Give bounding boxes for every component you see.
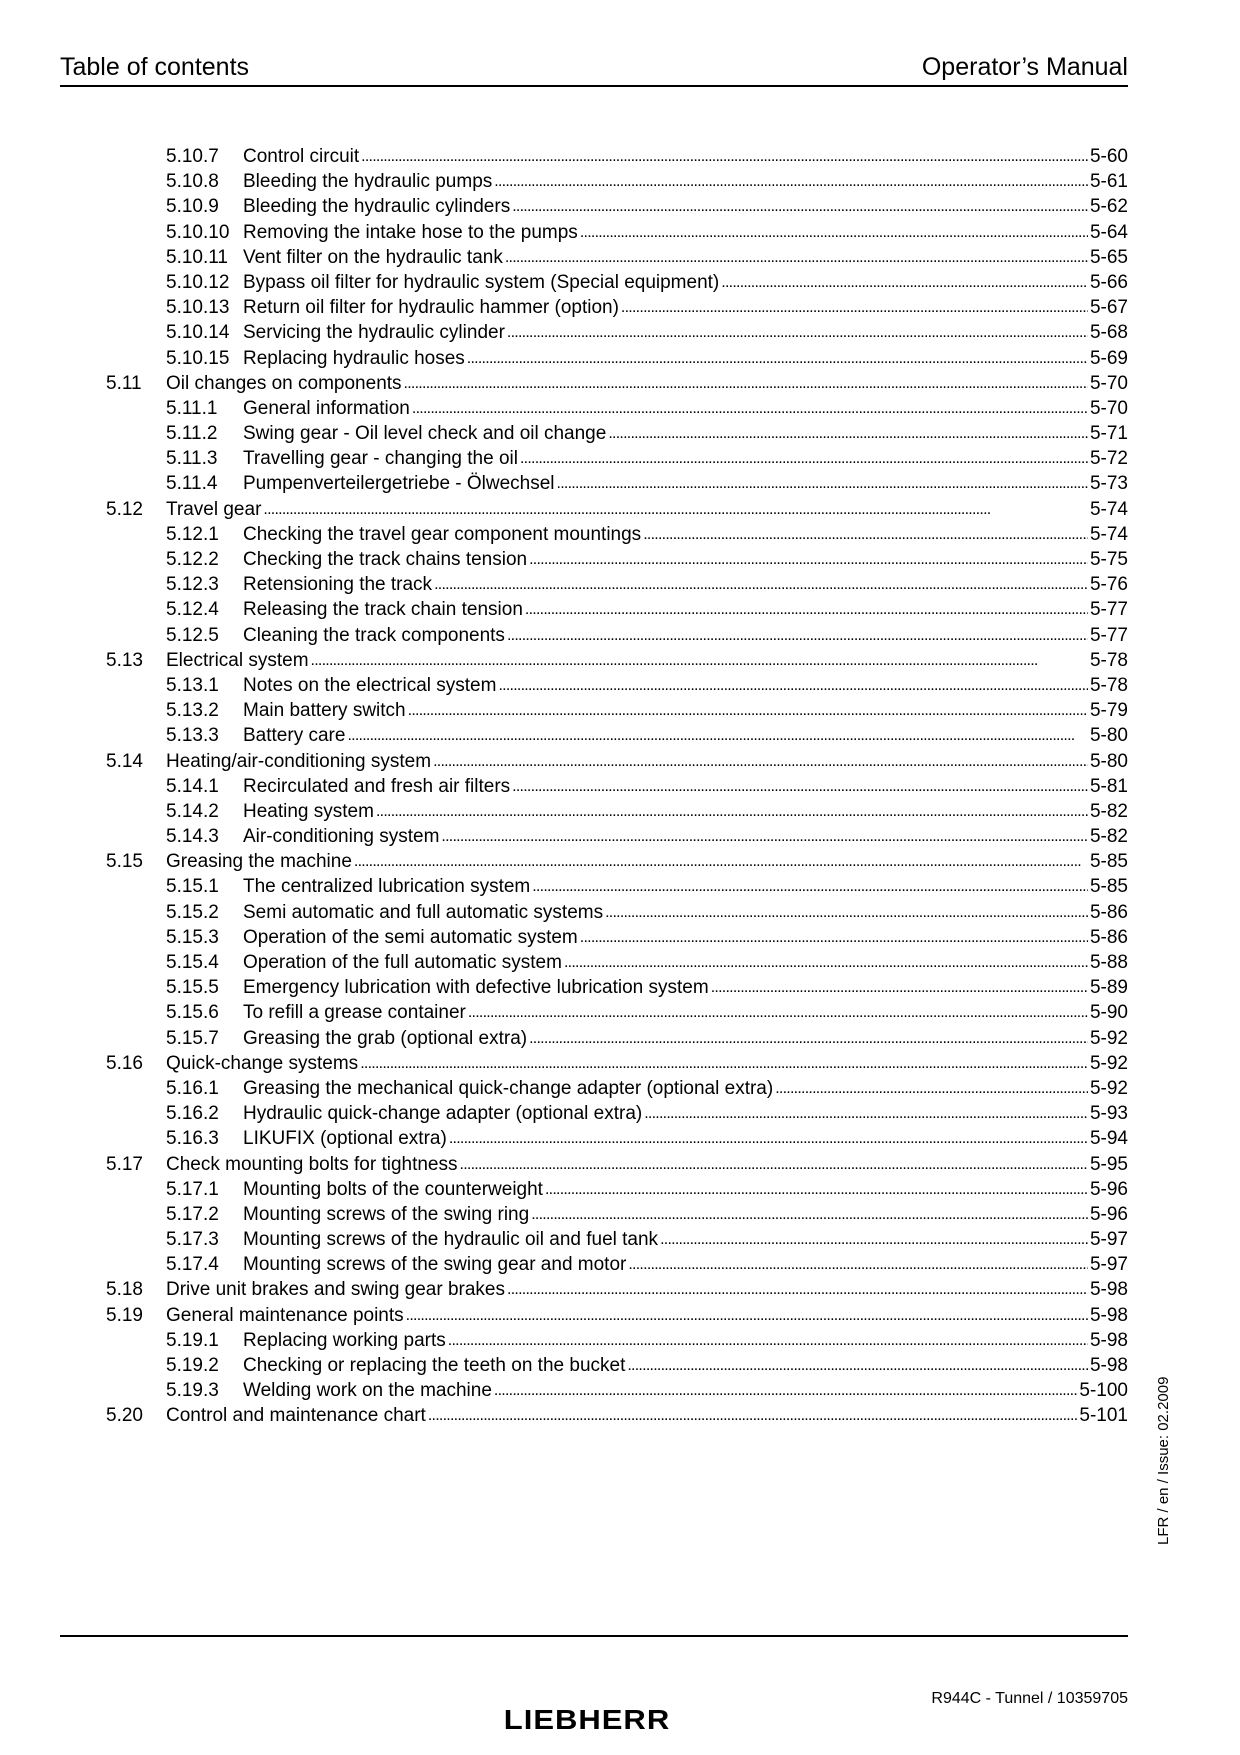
toc-entry-title: Servicing the hydraulic cylinder bbox=[243, 322, 505, 344]
toc-entry-leader bbox=[360, 1050, 1088, 1076]
toc-entry-number: 5.10.11 bbox=[166, 246, 228, 268]
toc-entry-page: 5-77 bbox=[1089, 624, 1128, 646]
toc-entry-number: 5.10.13 bbox=[166, 297, 230, 319]
toc-entry-number: 5.15.1 bbox=[166, 876, 219, 898]
toc-entry-title: Main battery switch bbox=[243, 700, 406, 722]
toc-entry-title: Pumpenverteilergetriebe - Ölwechsel bbox=[243, 473, 555, 495]
toc-entry-number: 5.12.4 bbox=[166, 599, 219, 621]
toc-entry-leader bbox=[408, 697, 1088, 723]
toc-entry-title: Checking the track chains tension bbox=[243, 549, 528, 570]
toc-entry-title: Operation of the semi automatic system bbox=[243, 926, 578, 948]
toc-entry-page: 5-69 bbox=[1089, 347, 1128, 369]
toc-entry-number: 5.11.2 bbox=[166, 423, 218, 445]
toc-entry[interactable] bbox=[106, 824, 1128, 849]
toc-entry-title: Bleeding the hydraulic pumps bbox=[243, 171, 493, 193]
toc-entry-leader bbox=[512, 773, 1088, 799]
toc-entry-leader bbox=[711, 974, 1088, 1000]
toc-entry-page: 5-101 bbox=[1079, 1405, 1128, 1427]
toc-entry-title: Travelling gear - changing the oil bbox=[243, 448, 518, 470]
toc-entry[interactable] bbox=[106, 975, 1128, 1000]
toc-entry-page: 5-70 bbox=[1089, 372, 1128, 394]
toc-entry-page: 5-82 bbox=[1089, 826, 1128, 848]
toc-entry-leader bbox=[507, 622, 1088, 648]
toc-entry-number: 5.14.3 bbox=[166, 826, 219, 848]
toc-entry-page: 5-98 bbox=[1089, 1304, 1128, 1326]
toc-entry-page: 5-92 bbox=[1089, 1077, 1128, 1099]
toc-entry-page: 5-79 bbox=[1089, 700, 1128, 722]
toc-entry-leader bbox=[628, 1251, 1088, 1277]
toc-entry-number: 5.12.2 bbox=[166, 549, 219, 570]
toc-entry-title: To refill a grease container bbox=[243, 1002, 466, 1024]
toc-entry[interactable] bbox=[106, 1252, 1128, 1277]
toc-entry-title: Mounting screws of the swing gear and motor bbox=[243, 1254, 627, 1276]
toc-entry-leader bbox=[660, 1226, 1088, 1252]
toc-entry-leader bbox=[557, 470, 1088, 496]
toc-entry[interactable] bbox=[106, 547, 1128, 572]
toc-entry-leader bbox=[412, 395, 1088, 421]
toc-entry[interactable] bbox=[106, 320, 1128, 345]
toc-entry[interactable] bbox=[106, 1227, 1128, 1252]
issue-note: LFR / en / Issue: 02.2009 bbox=[1155, 1376, 1172, 1545]
toc-entry-title: Mounting screws of the hydraulic oil and fuel tank bbox=[243, 1229, 659, 1251]
toc-entry-number: 5.11 bbox=[106, 372, 142, 394]
toc-entry-leader bbox=[627, 1352, 1088, 1378]
toc-entry-number: 5.15.4 bbox=[166, 952, 219, 973]
toc-entry-leader bbox=[433, 748, 1088, 774]
toc-entry[interactable] bbox=[106, 471, 1128, 496]
toc-entry-number: 5.11.3 bbox=[166, 448, 218, 470]
toc-entry-title: Quick-change systems bbox=[166, 1052, 359, 1074]
toc-entry-page: 5-74 bbox=[1089, 523, 1128, 545]
toc-entry-title: LIKUFIX (optional extra) bbox=[243, 1128, 447, 1150]
toc-entry-page: 5-70 bbox=[1089, 397, 1128, 419]
toc-entry[interactable] bbox=[106, 900, 1128, 925]
toc-entry[interactable] bbox=[106, 1277, 1128, 1302]
toc-entry-leader bbox=[643, 521, 1088, 547]
toc-entry-title: Hydraulic quick-change adapter (optional extra) bbox=[243, 1103, 643, 1125]
toc-entry-page: 5-98 bbox=[1089, 1329, 1128, 1351]
toc-entry-page: 5-93 bbox=[1089, 1103, 1128, 1125]
toc-entry[interactable] bbox=[106, 925, 1128, 950]
toc-entry-number: 5.10.8 bbox=[166, 171, 219, 193]
toc-entry[interactable] bbox=[106, 245, 1128, 270]
toc-entry-title: Control and maintenance chart bbox=[166, 1405, 426, 1427]
toc-entry-page: 5-88 bbox=[1089, 952, 1128, 973]
toc-entry-number: 5.15.5 bbox=[166, 977, 219, 999]
toc-entry-number: 5.15 bbox=[106, 851, 143, 873]
toc-entry-title: Replacing working parts bbox=[243, 1329, 446, 1351]
toc-entry-leader bbox=[505, 244, 1088, 270]
toc-entry-page: 5-68 bbox=[1089, 322, 1128, 344]
toc-entry-page: 5-82 bbox=[1089, 800, 1128, 822]
toc-entry-page: 5-85 bbox=[1089, 876, 1128, 898]
toc-entry-number: 5.14 bbox=[106, 750, 143, 772]
toc-entry-page: 5-97 bbox=[1089, 1254, 1128, 1276]
toc-entry-title: Travel gear bbox=[166, 498, 262, 520]
toc-entry-leader bbox=[644, 1100, 1088, 1126]
footer-document-id: R944C - Tunnel / 10359705 bbox=[931, 1690, 1128, 1707]
toc-entry[interactable] bbox=[106, 1403, 1128, 1428]
toc-entry[interactable] bbox=[106, 1101, 1128, 1126]
toc-entry-page: 5-96 bbox=[1089, 1203, 1128, 1225]
toc-entry-title: Air-conditioning system bbox=[243, 826, 440, 848]
toc-entry[interactable] bbox=[106, 1353, 1128, 1378]
toc-entry-number: 5.12.5 bbox=[166, 624, 219, 646]
header-manual-title: Operator’s Manual bbox=[921, 53, 1128, 81]
toc-entry-number: 5.10.14 bbox=[166, 322, 230, 344]
toc-entry-leader bbox=[311, 647, 1088, 673]
toc-entry-number: 5.20 bbox=[106, 1405, 143, 1427]
toc-entry-page: 5-75 bbox=[1089, 549, 1128, 570]
toc-entry-title: General maintenance points bbox=[166, 1304, 404, 1326]
toc-entry-number: 5.15.7 bbox=[166, 1027, 219, 1049]
toc-entry-number: 5.17.2 bbox=[166, 1203, 219, 1225]
toc-entry-leader bbox=[347, 722, 1088, 748]
toc-entry-title: Check mounting bolts for tightness bbox=[166, 1153, 458, 1175]
toc-entry-number: 5.12 bbox=[106, 498, 143, 520]
toc-entry-title: Replacing hydraulic hoses bbox=[243, 347, 465, 369]
toc-entry-title: Retensioning the track bbox=[243, 574, 433, 596]
toc-entry-number: 5.15.2 bbox=[166, 901, 219, 923]
toc-entry[interactable] bbox=[106, 1177, 1128, 1202]
liebherr-logo-text: LIEBHERR bbox=[503, 1704, 671, 1734]
toc-entry-number: 5.15.6 bbox=[166, 1002, 219, 1024]
toc-entry-number: 5.19 bbox=[106, 1304, 143, 1326]
toc-entry-leader bbox=[354, 848, 1088, 874]
toc-entry-leader bbox=[434, 571, 1088, 597]
toc-entry-number: 5.12.1 bbox=[166, 523, 219, 545]
toc-entry-leader bbox=[467, 345, 1088, 371]
toc-entry-page: 5-81 bbox=[1089, 775, 1128, 797]
toc-entry-number: 5.19.1 bbox=[166, 1329, 219, 1351]
toc-entry-leader bbox=[525, 596, 1088, 622]
toc-entry-leader bbox=[498, 672, 1088, 698]
toc-entry-page: 5-78 bbox=[1089, 674, 1128, 696]
toc-entry[interactable] bbox=[106, 1076, 1128, 1101]
toc-entry-page: 5-77 bbox=[1089, 599, 1128, 621]
toc-entry-number: 5.14.1 bbox=[166, 775, 219, 797]
toc-entry-page: 5-95 bbox=[1089, 1153, 1128, 1175]
toc-entry[interactable] bbox=[106, 295, 1128, 320]
toc-entry-page: 5-71 bbox=[1089, 423, 1128, 445]
toc-entry-title: Greasing the mechanical quick-change adapter (optional extra) bbox=[243, 1077, 774, 1099]
toc-entry-page: 5-98 bbox=[1089, 1279, 1128, 1301]
toc-entry[interactable] bbox=[106, 673, 1128, 698]
toc-entry-number: 5.10.10 bbox=[166, 221, 230, 243]
toc-entry-number: 5.10.9 bbox=[166, 196, 219, 218]
toc-entry-leader bbox=[775, 1075, 1088, 1101]
toc-entry[interactable] bbox=[106, 1328, 1128, 1353]
toc-entry-title: Checking or replacing the teeth on the bucket bbox=[243, 1355, 626, 1376]
toc-entry-page: 5-86 bbox=[1089, 926, 1128, 948]
toc-entry-page: 5-92 bbox=[1089, 1027, 1128, 1049]
toc-entry-title: Greasing the grab (optional extra) bbox=[243, 1027, 528, 1049]
toc-entry-number: 5.17.4 bbox=[166, 1254, 219, 1276]
toc-entry[interactable] bbox=[106, 144, 1128, 169]
toc-entry-page: 5-60 bbox=[1089, 146, 1128, 167]
toc-entry-leader bbox=[580, 219, 1088, 245]
toc-entry-leader bbox=[404, 370, 1088, 396]
toc-entry-leader bbox=[494, 168, 1088, 194]
toc-entry-title: Checking the travel gear component mountings bbox=[243, 523, 642, 545]
toc-entry-page: 5-98 bbox=[1089, 1355, 1128, 1376]
toc-entry-title: Greasing the machine bbox=[166, 851, 352, 873]
toc-entry-title: Swing gear - Oil level check and oil change bbox=[243, 423, 607, 445]
toc-entry-page: 5-76 bbox=[1089, 574, 1128, 596]
toc-entry-number: 5.11.4 bbox=[166, 473, 218, 495]
toc-entry-title: Operation of the full automatic system bbox=[243, 952, 562, 973]
toc-entry-number: 5.17 bbox=[106, 1153, 143, 1175]
toc-entry[interactable] bbox=[106, 1152, 1128, 1177]
toc-entry-number: 5.18 bbox=[106, 1279, 143, 1301]
toc-entry-leader bbox=[376, 798, 1088, 824]
toc-entry-leader bbox=[545, 1176, 1088, 1202]
toc-entry-title: Electrical system bbox=[166, 649, 309, 671]
toc-entry-page: 5-67 bbox=[1089, 297, 1128, 319]
toc-entry[interactable] bbox=[106, 270, 1128, 295]
toc-entry-title: General information bbox=[243, 397, 410, 419]
toc-entry-leader bbox=[580, 924, 1088, 950]
toc-entry[interactable] bbox=[106, 194, 1128, 219]
toc-entry-leader bbox=[507, 1276, 1088, 1302]
toc-entry-number: 5.12.3 bbox=[166, 574, 219, 596]
toc-entry-title: Mounting screws of the swing ring bbox=[243, 1203, 530, 1225]
toc-entry[interactable] bbox=[106, 497, 1128, 522]
toc-entry-title: Battery care bbox=[243, 725, 346, 747]
toc-entry-page: 5-73 bbox=[1089, 473, 1128, 495]
toc-entry-page: 5-62 bbox=[1089, 196, 1128, 218]
toc-entry[interactable] bbox=[106, 849, 1128, 874]
toc-entry-title: The centralized lubrication system bbox=[243, 876, 531, 898]
toc-entry-page: 5-74 bbox=[1089, 498, 1128, 520]
toc-entry[interactable] bbox=[106, 446, 1128, 471]
toc-entry-leader bbox=[361, 143, 1088, 169]
toc-entry-title: Drive unit brakes and swing gear brakes bbox=[166, 1279, 506, 1301]
toc-entry-number: 5.15.3 bbox=[166, 926, 219, 948]
toc-entry-title: Heating system bbox=[243, 800, 374, 822]
toc-entry-number: 5.13.2 bbox=[166, 700, 219, 722]
toc-entry-number: 5.16.3 bbox=[166, 1128, 219, 1150]
toc-entry[interactable] bbox=[106, 396, 1128, 421]
toc-entry-number: 5.17.3 bbox=[166, 1229, 219, 1251]
footer-rule bbox=[60, 1635, 1128, 1637]
toc-entry-leader bbox=[529, 1025, 1088, 1051]
toc-entry-number: 5.13 bbox=[106, 649, 143, 671]
toc-entry[interactable] bbox=[106, 421, 1128, 446]
toc-entry-number: 5.19.3 bbox=[166, 1380, 219, 1402]
toc-entry[interactable] bbox=[106, 749, 1128, 774]
toc-entry[interactable] bbox=[106, 572, 1128, 597]
toc-entry-page: 5-94 bbox=[1089, 1128, 1128, 1150]
toc-entry-leader bbox=[512, 193, 1088, 219]
toc-entry-number: 5.16.2 bbox=[166, 1103, 219, 1125]
toc-entry[interactable] bbox=[106, 1303, 1128, 1328]
toc-entry[interactable] bbox=[106, 874, 1128, 899]
toc-entry[interactable] bbox=[106, 774, 1128, 799]
toc-entry-title: Welding work on the machine bbox=[243, 1380, 492, 1402]
toc-entry[interactable] bbox=[106, 346, 1128, 371]
toc-entry-leader bbox=[520, 445, 1088, 471]
toc-entry-leader bbox=[564, 949, 1088, 975]
toc-entry-page: 5-90 bbox=[1089, 1002, 1128, 1024]
toc-entry-leader bbox=[532, 873, 1088, 899]
toc-entry-leader bbox=[460, 1151, 1088, 1177]
toc-entry-title: Oil changes on components bbox=[166, 372, 402, 394]
toc-entry-leader bbox=[441, 823, 1088, 849]
liebherr-logo-graphic bbox=[490, 1700, 685, 1734]
toc-entry[interactable] bbox=[106, 799, 1128, 824]
toc-entry-number: 5.10.12 bbox=[166, 271, 230, 293]
toc-entry-number: 5.14.2 bbox=[166, 800, 219, 822]
toc-entry-title: Vent filter on the hydraulic tank bbox=[243, 246, 503, 268]
toc-entry-page: 5-96 bbox=[1089, 1178, 1128, 1200]
toc-entry-leader bbox=[263, 496, 1088, 522]
toc-entry[interactable] bbox=[106, 950, 1128, 975]
header-rule bbox=[60, 85, 1128, 87]
toc-entry[interactable] bbox=[106, 723, 1128, 748]
toc-entry-leader bbox=[468, 999, 1088, 1025]
toc-entry-title: Bypass oil filter for hydraulic system (Special equipment) bbox=[243, 271, 720, 293]
toc-entry-page: 5-86 bbox=[1089, 901, 1128, 923]
toc-entry-leader bbox=[605, 899, 1088, 925]
toc-entry[interactable] bbox=[106, 1378, 1128, 1403]
toc-entry-leader bbox=[428, 1402, 1078, 1428]
toc-entry-page: 5-92 bbox=[1089, 1052, 1128, 1074]
toc-entry[interactable] bbox=[106, 1026, 1128, 1051]
toc-entry-page: 5-64 bbox=[1089, 221, 1128, 243]
toc-entry-page: 5-65 bbox=[1089, 246, 1128, 268]
toc-entry-page: 5-80 bbox=[1089, 725, 1128, 747]
toc-entry[interactable] bbox=[106, 1126, 1128, 1151]
toc-entry-title: Emergency lubrication with defective lubrication system bbox=[243, 977, 709, 999]
toc-entry-leader bbox=[507, 319, 1088, 345]
toc-entry-leader bbox=[406, 1302, 1088, 1328]
toc-entry[interactable] bbox=[106, 169, 1128, 194]
toc-entry-leader bbox=[621, 294, 1088, 320]
header-section-title: Table of contents bbox=[60, 53, 250, 81]
toc-entry-title: Recirculated and fresh air filters bbox=[243, 775, 511, 797]
toc-entry-page: 5-61 bbox=[1089, 171, 1128, 193]
toc-entry-page: 5-80 bbox=[1089, 750, 1128, 772]
toc-entry[interactable] bbox=[106, 1202, 1128, 1227]
toc-entry[interactable] bbox=[106, 220, 1128, 245]
toc-entry-leader bbox=[494, 1377, 1077, 1403]
toc-entry-title: Semi automatic and full automatic systems bbox=[243, 901, 604, 923]
toc-entry-title: Notes on the electrical system bbox=[243, 674, 497, 696]
toc-entry-page: 5-100 bbox=[1079, 1380, 1128, 1402]
toc-entry-title: Bleeding the hydraulic cylinders bbox=[243, 196, 511, 218]
toc-entry[interactable] bbox=[106, 1051, 1128, 1076]
toc-entry-title: Cleaning the track components bbox=[243, 624, 505, 646]
toc-entry-leader bbox=[531, 1201, 1088, 1227]
toc-entry-number: 5.13.1 bbox=[166, 674, 219, 696]
toc-entry-title: Return oil filter for hydraulic hammer (option) bbox=[243, 297, 619, 319]
toc-entry-number: 5.11.1 bbox=[166, 397, 218, 419]
toc-entry-page: 5-97 bbox=[1089, 1229, 1128, 1251]
table-of-contents bbox=[106, 144, 1128, 1429]
toc-entry[interactable] bbox=[106, 1000, 1128, 1025]
toc-entry[interactable] bbox=[106, 597, 1128, 622]
toc-entry-title: Control circuit bbox=[243, 146, 360, 167]
toc-entry-page: 5-72 bbox=[1089, 448, 1128, 470]
toc-entry-number: 5.10.7 bbox=[166, 146, 219, 167]
toc-entry-number: 5.10.15 bbox=[166, 347, 230, 369]
toc-entry-number: 5.19.2 bbox=[166, 1355, 219, 1376]
toc-entry-title: Heating/air-conditioning system bbox=[166, 750, 432, 772]
toc-entry-title: Mounting bolts of the counterweight bbox=[243, 1178, 543, 1200]
toc-entry[interactable] bbox=[106, 623, 1128, 648]
toc-entry-leader bbox=[721, 269, 1088, 295]
toc-entry-number: 5.16.1 bbox=[166, 1077, 219, 1099]
toc-entry-leader bbox=[449, 1125, 1088, 1151]
toc-entry-leader bbox=[448, 1327, 1088, 1353]
toc-entry[interactable] bbox=[106, 648, 1128, 673]
toc-entry-page: 5-66 bbox=[1089, 271, 1128, 293]
toc-entry-title: Releasing the track chain tension bbox=[243, 599, 523, 621]
toc-entry-leader bbox=[608, 420, 1088, 446]
toc-entry-number: 5.17.1 bbox=[166, 1178, 219, 1200]
toc-entry-number: 5.16 bbox=[106, 1052, 143, 1074]
toc-entry-leader bbox=[529, 546, 1088, 572]
toc-entry-title: Removing the intake hose to the pumps bbox=[243, 221, 578, 243]
toc-entry[interactable] bbox=[106, 522, 1128, 547]
toc-entry-number: 5.13.3 bbox=[166, 725, 219, 747]
liebherr-logo bbox=[490, 1700, 685, 1734]
toc-entry-page: 5-89 bbox=[1089, 977, 1128, 999]
toc-entry[interactable] bbox=[106, 698, 1128, 723]
toc-entry[interactable] bbox=[106, 371, 1128, 396]
toc-entry-page: 5-78 bbox=[1089, 649, 1128, 671]
toc-entry-page: 5-85 bbox=[1089, 851, 1128, 873]
